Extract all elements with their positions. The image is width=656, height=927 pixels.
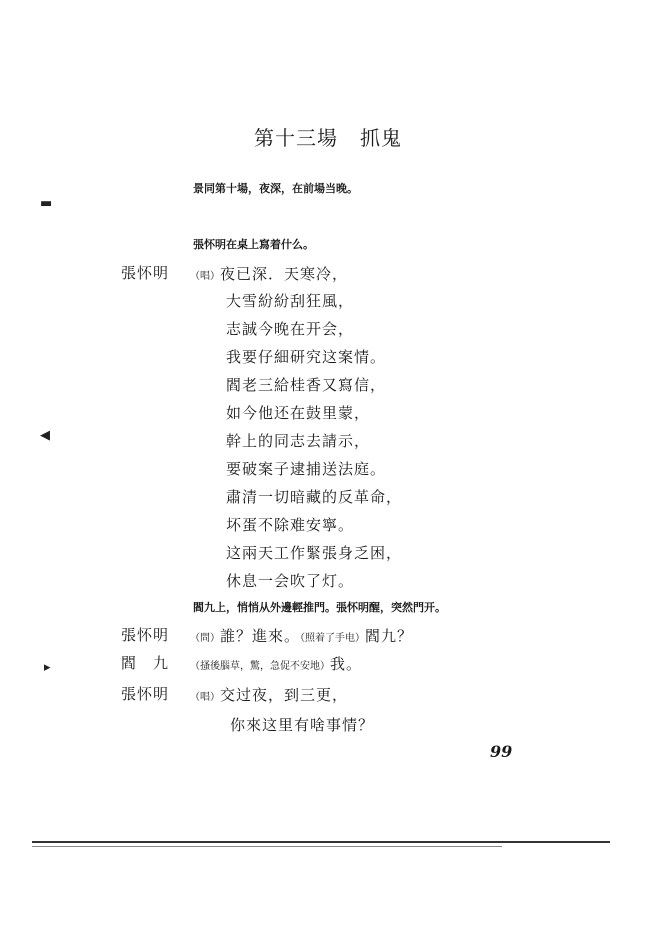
speaker-name: 張怀明 [121, 264, 170, 282]
verse-line: 如今他还在鼓里蒙， [226, 404, 371, 422]
dialogue-line [190, 625, 413, 646]
scene-title-name: 抓鬼 [360, 126, 402, 150]
bottom-rule-thin [32, 846, 502, 847]
margin-mark-icon: ▬ [40, 196, 53, 211]
speaker-name: 張怀明 [121, 626, 170, 644]
dialogue-text: 閻九？ [365, 627, 414, 645]
margin-mark-icon: ▸ [44, 660, 51, 675]
verse-line: 大雪紛紛刮狂風， [226, 292, 355, 310]
bottom-rule [32, 841, 610, 843]
page-number: 99 [490, 742, 513, 761]
verse-line: 你來这里有啥事情？ [230, 716, 375, 734]
stage-cue: （問） [190, 633, 220, 644]
stage-direction-setting: 景同第十場，夜深，在前場当晚。 [193, 182, 358, 195]
verse-line [190, 263, 348, 284]
scene-title-number: 第十三場 [254, 126, 338, 150]
verse-line: 要破案子逮捕送法庭。 [226, 460, 387, 478]
margin-mark-icon: ◀ [40, 428, 50, 443]
dialogue-line [190, 653, 362, 674]
dialogue-text: 我。 [330, 655, 363, 673]
verse-text: 夜已深．天寒冷， [220, 265, 349, 283]
verse-line: 志誠今晚在开会， [226, 320, 355, 338]
stage-direction-entrance: 閻九上，悄悄从外邊輕推門。張怀明醒，突然門开。 [193, 601, 446, 614]
stage-cue: （照着了手电） [300, 633, 366, 644]
verse-line: 休息一会吹了灯。 [226, 572, 355, 590]
stage-cue: （搔後腦草，驚，急促不安地） [190, 661, 330, 672]
verse-line [190, 684, 348, 705]
stage-direction-writing: 張怀明在桌上寫着什么。 [193, 238, 314, 251]
verse-text: 交过夜，到三更， [220, 686, 349, 704]
dialogue-text: 誰？進來。 [220, 627, 301, 645]
speaker-name: 閻 九 [121, 654, 170, 672]
stage-cue: （唱） [190, 271, 220, 282]
verse-line: 幹上的同志去請示， [226, 432, 371, 450]
verse-line: 閻老三給桂香又寫信， [226, 376, 387, 394]
verse-line: 坏蛋不除难安寧。 [226, 516, 355, 534]
verse-line: 我要仔細研究这案情。 [226, 348, 387, 366]
verse-line: 肅清一切暗藏的反革命， [226, 488, 403, 506]
stage-cue: （唱） [190, 692, 220, 703]
scene-title [0, 122, 656, 151]
speaker-name: 張怀明 [121, 685, 170, 703]
verse-line: 这兩天工作緊張身乏困， [226, 544, 403, 562]
